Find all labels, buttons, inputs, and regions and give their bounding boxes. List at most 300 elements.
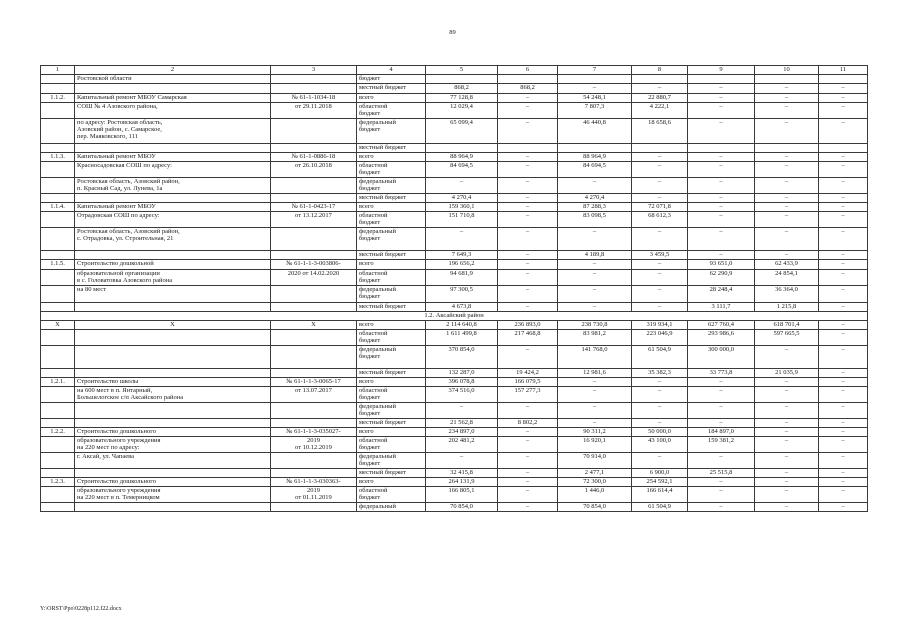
table-row [41,346,868,369]
table-cell: – [688,119,755,144]
table-cell: 50 000,0 [632,428,688,437]
table-row [41,260,868,270]
table-cell: 25 515,8 [688,469,755,478]
table-cell [41,84,75,94]
table-cell: Капитальный ремонт МБОУ [75,153,271,162]
table-cell: – [819,228,868,251]
table-cell: – [819,330,868,346]
table-cell [271,346,357,369]
table-cell: всего [357,321,426,330]
table-cell: – [755,194,819,203]
table-cell: – [819,503,868,512]
table-cell: – [688,153,755,162]
table-cell: 2 477,1 [558,469,632,478]
table-cell: 132 287,0 [426,369,498,378]
table-cell: 28 248,4 [688,286,755,303]
table-cell: 87 288,3 [558,203,632,212]
table-cell: СОШ № 4 Азовского района, [75,103,271,119]
table-cell [271,228,357,251]
table-cell [271,84,357,94]
table-row [41,212,868,228]
table-row [41,369,868,378]
column-header: 5 [426,66,498,75]
table-cell: – [632,419,688,428]
table-cell: областной бюджет [357,487,426,503]
table-cell: Ростовская область, Азовский район, п. Красный Сад, ул. Лунева, 1а [75,178,271,194]
table-cell: 141 768,0 [558,346,632,369]
table-cell: – [819,178,868,194]
table-cell: 46 440,8 [558,119,632,144]
table-cell: всего [357,378,426,387]
table-cell: – [558,178,632,194]
table-cell: 1 611 499,8 [426,330,498,346]
table-cell: местный бюджет [357,419,426,428]
table-cell [41,178,75,194]
table-cell: – [498,286,558,303]
table-cell: – [819,321,868,330]
section-heading: 1.2. Аксайский район [41,312,868,321]
table-cell: – [819,487,868,503]
table-row [41,103,868,119]
table-cell: – [498,453,558,469]
table-cell: 19 424,2 [498,369,558,378]
table-cell [271,419,357,428]
table-cell: 868,2 [426,84,498,94]
table-cell: 21 035,9 [755,369,819,378]
table-row [41,144,868,153]
column-header: 1 [41,66,75,75]
table-cell: № 61-1-0423-17 [271,203,357,212]
table-cell: Строительство дошкольного [75,428,271,437]
table-cell: – [498,119,558,144]
table-cell: 627 760,4 [688,321,755,330]
column-header: 11 [819,66,868,75]
table-cell: федеральный бюджет [357,178,426,194]
table-cell: – [688,478,755,487]
table-cell: местный бюджет [357,84,426,94]
table-cell: 70 914,0 [558,453,632,469]
table-cell [688,75,755,84]
table-cell: 236 893,0 [498,321,558,330]
table-cell: федеральный бюджет [357,228,426,251]
table-cell [271,119,357,144]
table-cell: – [755,178,819,194]
table-cell [75,84,271,94]
table-cell: 202 481,2 [426,437,498,453]
table-cell: Х [41,321,75,330]
table-cell: – [819,270,868,286]
table-cell: 6 900,0 [632,469,688,478]
table-cell: на 80 мест [75,286,271,303]
table-row [41,270,868,286]
table-cell: 88 964,9 [426,153,498,162]
table-cell: – [632,194,688,203]
table-cell: 2019 от 01.11.2019 [271,487,357,503]
table-cell: – [498,251,558,260]
table-cell: 157 277,3 [498,387,558,403]
table-cell: 196 656,2 [426,260,498,270]
table-row [41,94,868,103]
table-cell: – [688,103,755,119]
table-row [41,228,868,251]
table-cell: 21 562,8 [426,419,498,428]
table-cell: от 29.11.2018 [271,103,357,119]
table-cell: – [498,228,558,251]
table-cell: – [498,203,558,212]
table-cell [271,469,357,478]
column-header: 3 [271,66,357,75]
column-header: 2 [75,66,271,75]
table-row [41,162,868,178]
table-cell: – [558,270,632,286]
table-cell: – [632,270,688,286]
table-cell: – [819,403,868,419]
table-cell: – [688,212,755,228]
table-cell [75,469,271,478]
table-cell: – [819,346,868,369]
table-cell: – [819,194,868,203]
table-cell [41,212,75,228]
budget-table [40,65,868,512]
table-cell: – [688,94,755,103]
table-cell: областной бюджет [357,330,426,346]
table-cell [41,346,75,369]
table-cell: – [819,153,868,162]
table-cell: № 61-1-1034-18 [271,94,357,103]
table-cell: – [632,303,688,312]
table-cell: 62 290,9 [688,270,755,286]
table-row [41,84,868,94]
table-cell: – [819,419,868,428]
table-cell [271,330,357,346]
table-cell [75,346,271,369]
table-cell: – [426,403,498,419]
table-cell: – [688,228,755,251]
table-cell: образовательного учреждения на 220 мест по адресу: [75,437,271,453]
table-cell: 1 446,0 [558,487,632,503]
table-cell [41,103,75,119]
table-cell: – [558,403,632,419]
table-cell [41,251,75,260]
table-cell: Строительство дошкольного [75,478,271,487]
table-cell: – [755,469,819,478]
table-cell: – [819,437,868,453]
table-cell: – [558,84,632,94]
table-cell: – [755,428,819,437]
table-cell: 4 189,8 [558,251,632,260]
table-cell: – [755,403,819,419]
table-cell: федеральный [357,503,426,512]
table-cell: 70 854,0 [558,503,632,512]
table-cell: – [558,260,632,270]
table-cell: – [498,303,558,312]
table-cell [819,144,868,153]
table-cell: – [755,453,819,469]
table-cell: – [498,94,558,103]
table-cell [498,144,558,153]
table-cell: – [755,103,819,119]
table-cell: от 13.07.2017 [271,387,357,403]
table-cell: 83 981,2 [558,330,632,346]
table-cell: областной бюджет [357,270,426,286]
table-cell: местный бюджет [357,144,426,153]
table-cell [271,144,357,153]
table-cell: – [819,203,868,212]
table-cell: 618 701,4 [755,321,819,330]
table-cell: – [498,194,558,203]
table-cell: – [755,387,819,403]
table-cell: 94 681,9 [426,270,498,286]
table-cell: всего [357,203,426,212]
table-cell: – [688,403,755,419]
table-cell [632,144,688,153]
table-cell: – [819,94,868,103]
table-cell: – [632,403,688,419]
table-cell: – [498,103,558,119]
table-cell: – [819,212,868,228]
table-cell [688,144,755,153]
table-cell: всего [357,478,426,487]
table-cell: – [688,453,755,469]
table-cell: 1.1.4. [41,203,75,212]
table-cell [41,75,75,84]
column-header: 7 [558,66,632,75]
table-cell: 1.2.3. [41,478,75,487]
table-cell [75,503,271,512]
table-cell: – [498,260,558,270]
table-cell [271,194,357,203]
table-cell: федеральный бюджет [357,346,426,369]
page-number: 89 [449,29,456,36]
table-cell: Ростовская область, Азовский район, с. Отрадовка, ул. Строительная, 21 [75,228,271,251]
table-cell: 84 694,5 [426,162,498,178]
table-cell: на 600 мест в п. Янтарный, Большелогское с/п Аксайского района [75,387,271,403]
table-cell: областной бюджет [357,212,426,228]
table-cell: 3 111,7 [688,303,755,312]
table-cell: – [755,228,819,251]
table-cell: всего [357,94,426,103]
table-cell: 7 807,3 [558,103,632,119]
column-header: 8 [632,66,688,75]
table-cell: – [632,286,688,303]
table-cell: – [498,478,558,487]
table-cell [75,369,271,378]
table-cell: всего [357,428,426,437]
table-cell: 300 000,0 [688,346,755,369]
table-cell: – [632,378,688,387]
table-cell [271,286,357,303]
table-cell: – [755,84,819,94]
table-cell: 293 986,6 [688,330,755,346]
table-cell [75,403,271,419]
table-cell: – [498,428,558,437]
table-cell: № 61-1-1-3-035027- [271,428,357,437]
table-row [41,153,868,162]
table-cell [271,303,357,312]
table-cell: 61 504,9 [632,503,688,512]
table-cell: федеральный бюджет [357,119,426,144]
table-cell: 83 098,5 [558,212,632,228]
table-cell: 35 382,3 [632,369,688,378]
table-row [41,503,868,512]
table-cell: – [688,194,755,203]
table-cell: – [755,212,819,228]
table-cell: – [688,487,755,503]
column-header: 10 [755,66,819,75]
table-cell: № 61-1-1-3-0065-17 [271,378,357,387]
table-cell: – [819,286,868,303]
table-cell: – [558,303,632,312]
table-cell: 370 854,0 [426,346,498,369]
table-cell: 7 649,3 [426,251,498,260]
table-cell: 2 114 640,8 [426,321,498,330]
table-cell [75,194,271,203]
table-cell: 8 802,2 [498,419,558,428]
table-cell: – [632,84,688,94]
table-cell [41,303,75,312]
table-row [41,453,868,469]
table-cell: 54 248,1 [558,94,632,103]
table-row [41,487,868,503]
table-row [41,303,868,312]
table-cell [41,487,75,503]
table-header-row [41,66,868,75]
table-row [41,194,868,203]
table-cell: 72 300,0 [558,478,632,487]
table-cell: – [558,228,632,251]
table-cell: – [755,346,819,369]
table-cell: – [688,378,755,387]
table-cell: г. Аксай, ул. Чапаева [75,453,271,469]
table-cell: 24 854,1 [755,270,819,286]
table-cell: Х [271,321,357,330]
table-cell: 166 805,1 [426,487,498,503]
table-cell [819,75,868,84]
table-row [41,330,868,346]
table-cell: – [819,453,868,469]
table-cell: – [688,387,755,403]
table-cell: № 61-1-1-3-003806- [271,260,357,270]
table-cell: – [755,203,819,212]
table-cell [41,228,75,251]
table-cell [558,144,632,153]
table-cell: 223 046,9 [632,330,688,346]
table-row [41,378,868,387]
table-cell: 18 658,6 [632,119,688,144]
table-cell [271,403,357,419]
table-cell: № 61-1-0886-18 [271,153,357,162]
table-cell [41,144,75,153]
table-cell: 374 516,0 [426,387,498,403]
table-cell: Красносадовская СОШ по адресу: [75,162,271,178]
table-cell [558,75,632,84]
table-cell: – [498,403,558,419]
table-cell: – [688,178,755,194]
table-cell: 61 504,9 [632,346,688,369]
table-cell: Х [75,321,271,330]
table-cell: образовательной организации в с. Головатовка Азовского района [75,270,271,286]
table-row [41,403,868,419]
table-cell: – [755,503,819,512]
table-cell [41,194,75,203]
table-cell [41,469,75,478]
table-cell: – [632,387,688,403]
table-cell: 88 964,9 [558,153,632,162]
table-cell: 254 592,1 [632,478,688,487]
table-cell: 33 773,8 [688,369,755,378]
table-cell [41,119,75,144]
table-cell: местный бюджет [357,303,426,312]
table-cell: местный бюджет [357,251,426,260]
table-cell: 166 614,4 [632,487,688,503]
table-cell: – [688,84,755,94]
table-cell: – [632,162,688,178]
table-row [41,437,868,453]
table-cell: 151 710,8 [426,212,498,228]
table-cell: – [755,378,819,387]
table-cell [271,251,357,260]
table-cell: – [819,478,868,487]
table-cell: – [819,84,868,94]
table-cell: – [819,428,868,437]
table-cell: Строительство дошкольной [75,260,271,270]
table-cell: 3 459,5 [632,251,688,260]
table-cell: – [632,228,688,251]
table-cell: областной бюджет [357,437,426,453]
table-cell: 77 128,8 [426,94,498,103]
table-cell [75,330,271,346]
table-cell: 166 079,5 [498,378,558,387]
table-cell: – [498,437,558,453]
table-cell: – [498,153,558,162]
table-cell: 90 311,2 [558,428,632,437]
table-cell: – [498,162,558,178]
table-cell: местный бюджет [357,469,426,478]
table-cell: 65 099,4 [426,119,498,144]
table-cell: 32 415,8 [426,469,498,478]
table-cell: – [558,286,632,303]
table-cell [75,251,271,260]
table-cell [755,144,819,153]
table-row [41,419,868,428]
table-cell [75,303,271,312]
table-cell: – [755,419,819,428]
table-cell: областной бюджет [357,387,426,403]
table-cell: – [819,369,868,378]
table-cell: 22 880,7 [632,94,688,103]
table-cell: по адресу: Ростовская область, Азовский район, с. Самарское, пер. Маяковского, 111 [75,119,271,144]
table-cell: 4 270,4 [558,194,632,203]
table-cell: 97 300,5 [426,286,498,303]
table-row [41,387,868,403]
table-cell: – [498,487,558,503]
table-cell: от 13.12.2017 [271,212,357,228]
table-cell: образовательного учреждения на 220 мест в п. Темерницком [75,487,271,503]
table-cell: – [632,153,688,162]
table-row [41,203,868,212]
table-cell [271,503,357,512]
table-row [41,75,868,84]
table-cell: Отрадовская СОШ по адресу: [75,212,271,228]
table-cell: 1 215,8 [755,303,819,312]
table-cell: федеральный бюджет [357,403,426,419]
table-cell [426,144,498,153]
table-cell: – [819,387,868,403]
table-cell: – [819,303,868,312]
table-row [41,469,868,478]
section-row [41,312,868,321]
table-cell: Капитальный ремонт МБОУ [75,203,271,212]
